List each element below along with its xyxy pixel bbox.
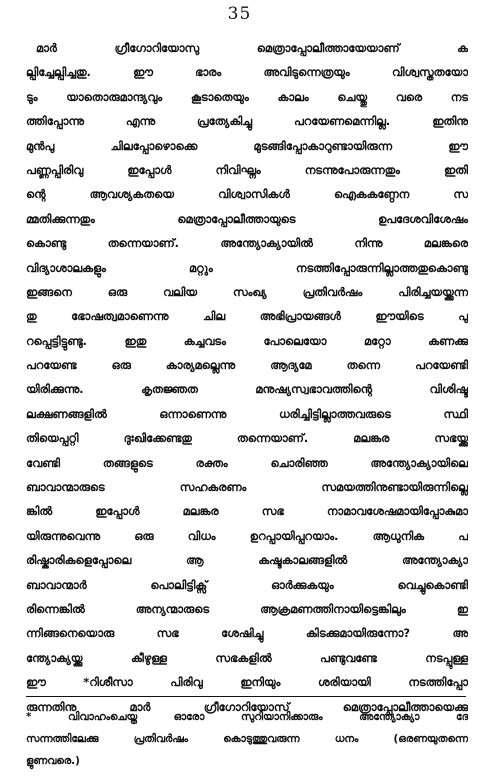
paragraph-line: മ്മതിക്കുന്നതും മെത്രാപ്പോലീത്തായുടെ ഉപദേശവിശേഷം [26, 211, 468, 226]
paragraph-line: ബാവാന്മാരുടെ സഹകരണം സമയത്തിനുണ്ടായിരുന്നില്ലെ [26, 480, 468, 495]
paragraph-line: ന്നിങ്ങനെയൊരു സഭ ശേഷിച്ചു കിടക്കുമായിരുന്നോ? അ [26, 626, 468, 641]
paragraph-line: ന്ത്യോക്യയ്ക്കു കീഴുള്ള സഭകളിൽ പണ്ടുവണ്ടേ നടപ്പുള്ള [26, 650, 468, 665]
paragraph-line: ബാവാന്മാർ പൊലിട്ടിക്സ് ഓർക്കുകയും വെച്ചുകൊണ്ടി [26, 577, 468, 592]
paragraph-line: പറയേണ്ട ഒരു കാര്യമല്ലെന്നു ആദ്യമേ തന്നെ പറയേണ്ടി [26, 358, 468, 373]
paragraph-line: റപ്പെട്ടിട്ടുണ്ടു. ഇതു കച്ചവടം പോലെയോ മറ്റോ കണക്കു [26, 333, 468, 348]
paragraph-line: രിന്നെങ്കിൽ അന്യന്മാരുടെ ആക്രമണത്തിനായിട്ടെങ്കിലും ഇ [26, 601, 468, 616]
paragraph-line: മുൻപു ചിലപ്പോഴൊക്കെ മുടങ്ങിപ്പോകാറുണ്ടായിരുന്ന ഈ [26, 138, 468, 153]
paragraph-line: കൊണ്ടു തന്നെയാണ്. അന്ത്യോക്യായിൽ നിന്നു മലങ്കരെ [26, 236, 468, 251]
paragraph-line: യിരുന്നുവെന്നു ഒരു വിധം ഉറപ്പായിപ്പറയാം. ആധുനിക പ [26, 528, 468, 543]
footnote-line: ളുണവരെ.) [26, 755, 80, 767]
paragraph-line: ല്പിച്ചേല്പിച്ചതു. ഈ ഭാരം അവിടുന്നെത്രയും വിശ്വസ്തതയോ [26, 65, 468, 80]
paragraph-line: ന്റെ ആവശ്യകതയെ വിശ്വാസികൾ ഐകകണ്ഠേന സ [26, 187, 468, 202]
page-number: 35 [227, 4, 252, 24]
paragraph-line: വിദ്യാശാലകളും മറ്റും നടത്തിപ്പോരുന്നില്ലാത്തതുകൊണ്ടു [26, 260, 468, 275]
paragraph-line: രുന്നതിനു മാർ ഗ്രീഗോറിയോസ് മെത്രാപ്പോലീത്തായെക്കു [26, 699, 468, 714]
paragraph-line: മാർ ഗ്രീഗോറിയോസു മെത്രാപ്പോലീത്തായേയാണ് ക [36, 41, 468, 55]
footnote [26, 706, 468, 772]
paragraph-line: ലക്ഷണങ്ങളിൽ ഒന്നാണെന്നു ധരിച്ചിട്ടില്ലാത്തവരുടെ സ്ഥി [26, 406, 468, 421]
paragraph-line: ഈ *റിശീസാ പിരിവു ഇനിയും ശരിയായി നടത്തിപ്പോ [26, 675, 468, 690]
paragraph-line: വേണ്ടി തങ്ങളുടെ രക്തം ചൊരിഞ്ഞ അന്ത്യോക്യായിലെ [26, 455, 468, 470]
paragraph-line: ത്തിപ്പോന്നു എന്നു പ്രത്യേകിച്ചു പറയേണമെന്നില്ല. ഇതിനു [26, 114, 468, 129]
paragraph-line: തിയെപ്പറ്റി ദുഃഖിക്കേണ്ടതു തന്നെയാണ്. മലങ്കര സഭയ്ക്കു [26, 431, 468, 446]
paragraph-line: രിഷ്കാരികളെപ്പോലെ ആ കഷ്ടകാലങ്ങളിൽ അന്ത്യോക്യാ [26, 553, 468, 568]
footnote-divider [26, 696, 466, 697]
paragraph-line: പണ്ണപ്പിരിവു ഇപ്പോൾ നിവിഘ്നം നടന്നുപോരുന്നതും ഇതി [26, 162, 468, 177]
paragraph-line: തു ഭോഷത്വമാണെന്നു ചില അഭിപ്രായങ്ങൾ ഈയിടെ പു [26, 309, 468, 324]
footnote-line: * വിവാഹംചെയ്ത ഓരോ സുറിയാനിക്കാരും അന്ത്യോക്യാ ദേ [26, 711, 468, 723]
paragraph-line: യിരിക്കുന്നു. കൃതജ്ഞത മനുഷ്യസ്വഭാവത്തിന്റെ വിശിഷ്ട [26, 382, 468, 397]
footnote-line: സന്നത്തിലേക്കു പ്രതിവർഷം കൊടുത്തുവരുന്ന ധനം (ഒരണയുതന്നെ [26, 733, 468, 745]
paragraph-line: ടും യാതൊരുമാന്ദ്യവും കൂടാതെയും കാലം ചെയ്തു വരെ നട [26, 89, 468, 104]
paragraph-line: ങ്കിൽ ഇപ്പോൾ മലങ്കര സഭ നാമാവശേഷമായിപ്പോകുമാ [26, 504, 468, 519]
paragraph-line: ഇങ്ങനെ ഒരു വലിയ സംഖ്യ പ്രതിവർഷം പിരിച്ചയയ്ക്കുന്ന [26, 284, 468, 299]
main-paragraph [26, 36, 468, 719]
